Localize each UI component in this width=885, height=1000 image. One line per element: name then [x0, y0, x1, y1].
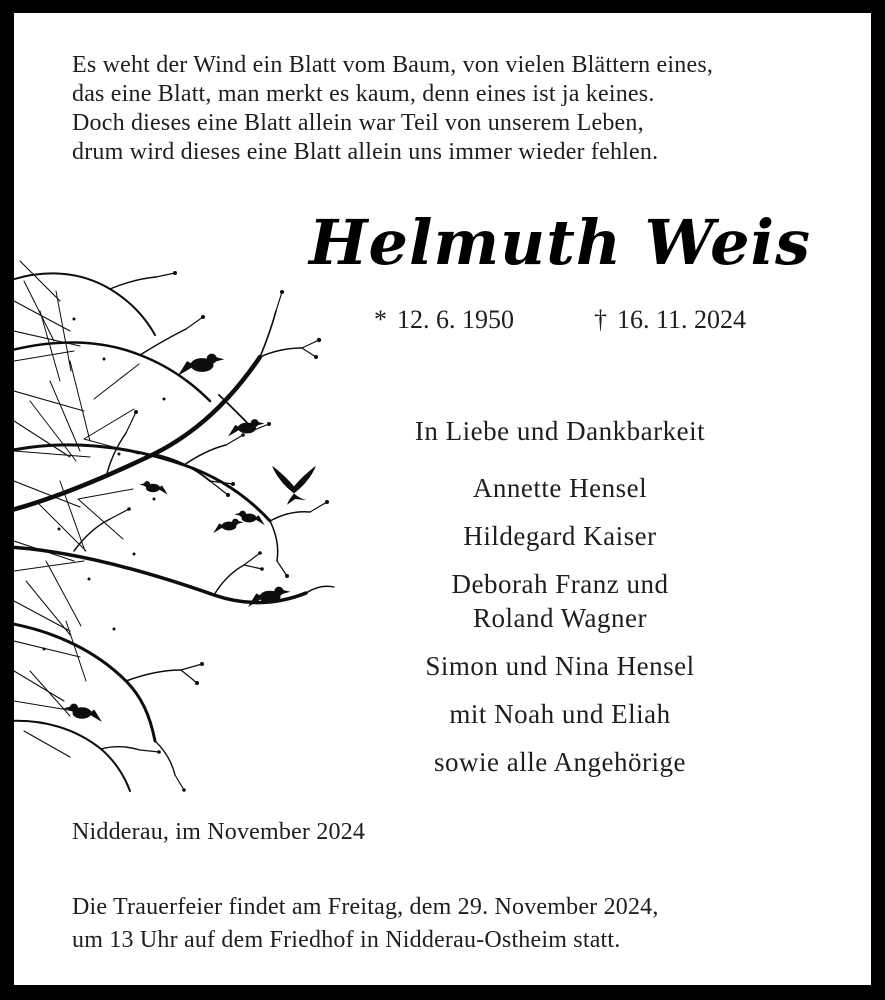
mourner-name: Roland Wagner	[472, 603, 648, 633]
poem	[72, 51, 713, 167]
birth-date	[374, 303, 514, 337]
funeral-info-line: um 13 Uhr auf dem Friedhof in Nidderau-Ostheim statt.	[72, 927, 621, 953]
tribute-line: In Liebe und Dankbarkeit	[414, 416, 706, 446]
mourners-list	[300, 471, 820, 779]
poem-line: das eine Blatt, man merkt es kaum, denn eines ist ja keines.	[72, 81, 655, 107]
mourner-name: sowie alle Angehörige	[434, 747, 686, 777]
death-cross-symbol: †	[593, 305, 607, 334]
memorial-block	[300, 199, 820, 793]
mourner-name: mit Noah und Eliah	[449, 699, 671, 729]
poem-line: Doch dieses eine Blatt allein war Teil von unserem Leben,	[72, 110, 644, 136]
death-date-value: 16. 11. 2024	[616, 305, 747, 334]
deceased-name: Helmuth Weis	[308, 206, 812, 279]
poem-line: drum wird dieses eine Blatt allein uns immer wieder fehlen.	[72, 139, 659, 165]
place-and-date-line: Nidderau, im November 2024	[72, 819, 366, 845]
tree-branches-birds-icon	[14, 199, 336, 803]
mourner-name: Simon und Nina Hensel	[425, 651, 695, 681]
mourner-name: Deborah Franz und	[451, 569, 669, 599]
mourner-name: Hildegard Kaiser	[463, 521, 657, 551]
poem-line: Es weht der Wind ein Blatt vom Baum, von vielen Blättern eines,	[72, 52, 714, 78]
birth-star-symbol: *	[373, 305, 387, 334]
mourner-name: Annette Hensel	[472, 473, 648, 503]
notice-page	[14, 13, 871, 985]
death-date	[594, 303, 746, 337]
funeral-info-line: Die Trauerfeier findet am Freitag, dem 29. November 2024,	[72, 894, 659, 920]
birth-date-value: 12. 6. 1950	[396, 305, 514, 334]
funeral-info	[72, 891, 659, 957]
life-dates	[300, 303, 820, 337]
mourner-name-pair	[300, 567, 820, 635]
